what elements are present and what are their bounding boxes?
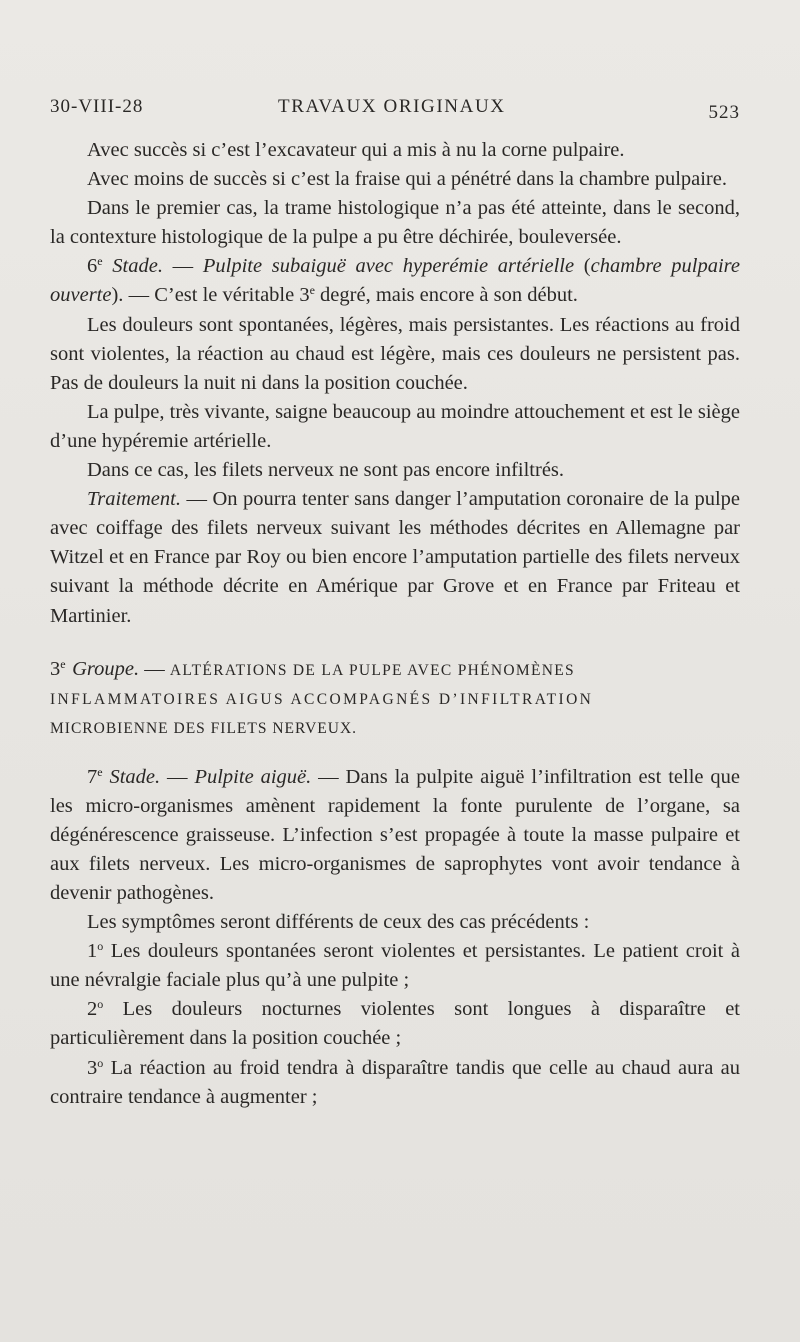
paragraph-douleurs: Les douleurs sont spontanées, légères, mais persistantes. Les réactions au froid sont violentes, la réaction au chaud est légère, mais ces douleurs ne persistent pas. Pas de douleurs la nuit ni dans la position couchée. — [50, 313, 740, 394]
body-text — [50, 136, 740, 1112]
list-item-3: 3$^o$ La réaction au froid tendra à disparaître tandis que celle au chaud aura au contraire tendance à augmenter ; — [50, 1055, 740, 1108]
paragraph-symptomes: Les symptômes seront différents de ceux des cas précédents : — [87, 911, 590, 934]
paragraph-filets-nerveux: Dans ce cas, les filets nerveux ne sont pas encore infiltrés. — [87, 459, 565, 482]
header-section-title: TRAVAUX ORIGINAUX — [278, 96, 506, 117]
traitement-label: Traitement. — [87, 488, 181, 511]
group-3-heading: 3e Groupe. — ALTÉRATIONS DE LA PULPE AVEC PHÉNOMÈNES INFLAMMATOIRES AIGUS ACCOMPAGNÉS D’INFILTRATION MICROBIENNE DES FILETS NERVEUX. — [50, 656, 594, 737]
stade-7-title: Pulpite aiguë. — [194, 765, 312, 788]
running-header — [50, 96, 740, 126]
stade-7-label: Stade. — [109, 765, 161, 788]
paragraph-pulpe-vivante: La pulpe, très vivante, saigne beaucoup au moindre attouchement et est le siège d’une hypéremie artérielle. — [50, 400, 740, 452]
stade-6-label: Stade. — [112, 255, 163, 278]
paragraph-traitement: Traitement. — On pourra tenter sans danger l’amputation coronaire de la pulpe avec coiffage des filets nerveux suivant les méthodes décrites en Allemagne par Witzel et en France par Roy ou bien encore l’amputation partielle des filets nerveux suivant la méthode décrite en Amérique par Grove et en France par Friteau et Martinier. — [50, 488, 740, 627]
page-number: 523 — [708, 102, 740, 123]
paragraph-stade-6: 6e Stade. — Pulpite subaiguë avec hyperémie artérielle (chambre pulpaire ouverte). — C’est le véritable 3e degré, mais encore à son début. — [50, 254, 741, 307]
group-heading-line1: ALTÉRATIONS DE LA PULPE AVEC PHÉNOMÈNES — [169, 661, 575, 679]
paragraph-fraise: Avec moins de succès si c’est la fraise qui a pénétré dans la chambre pulpaire. — [87, 168, 727, 191]
group-heading-line3: MICROBIENNE DES FILETS NERVEUX. — [50, 719, 358, 737]
header-date: 30-VIII-28 — [50, 96, 144, 117]
list-item-2: 2$^o$ Les douleurs nocturnes violentes sont longues à disparaître et particulièrement dans la position couchée ; — [50, 997, 740, 1050]
paragraph-premier-cas: Dans le premier cas, la trame histologique n’a pas été atteinte, dans le second, la contexture histologique de la pulpe a pu être déchirée, bouleversée. — [50, 197, 740, 249]
paragraph-excavateur: Avec succès si c’est l’excavateur qui a mis à nu la corne pulpaire. — [87, 139, 625, 161]
paragraph-stade-7: 7e Stade. — Pulpite aiguë. — Dans la pulpite aiguë l’infiltration est telle que les micro-organismes amènent rapidement la fonte purulente de l’organe, sa dégénérescence graisseuse. L’infection s’est propagée à toute la masse pulpaire et aux filets nerveux. Les micro-organismes de saprophytes vont avoir tendance à devenir pathogènes. — [50, 764, 740, 904]
list-item-1: 1$^o$ Les douleurs spontanées seront violentes et persistantes. Le patient croit à une névralgie faciale plus qu’à une pulpite ; — [50, 939, 740, 992]
group-heading-line2: INFLAMMATOIRES AIGUS ACCOMPAGNÉS D’INFILTRATION — [50, 690, 594, 708]
stade-6-title: Pulpite subaiguë avec hyperémie artérielle — [202, 255, 575, 278]
